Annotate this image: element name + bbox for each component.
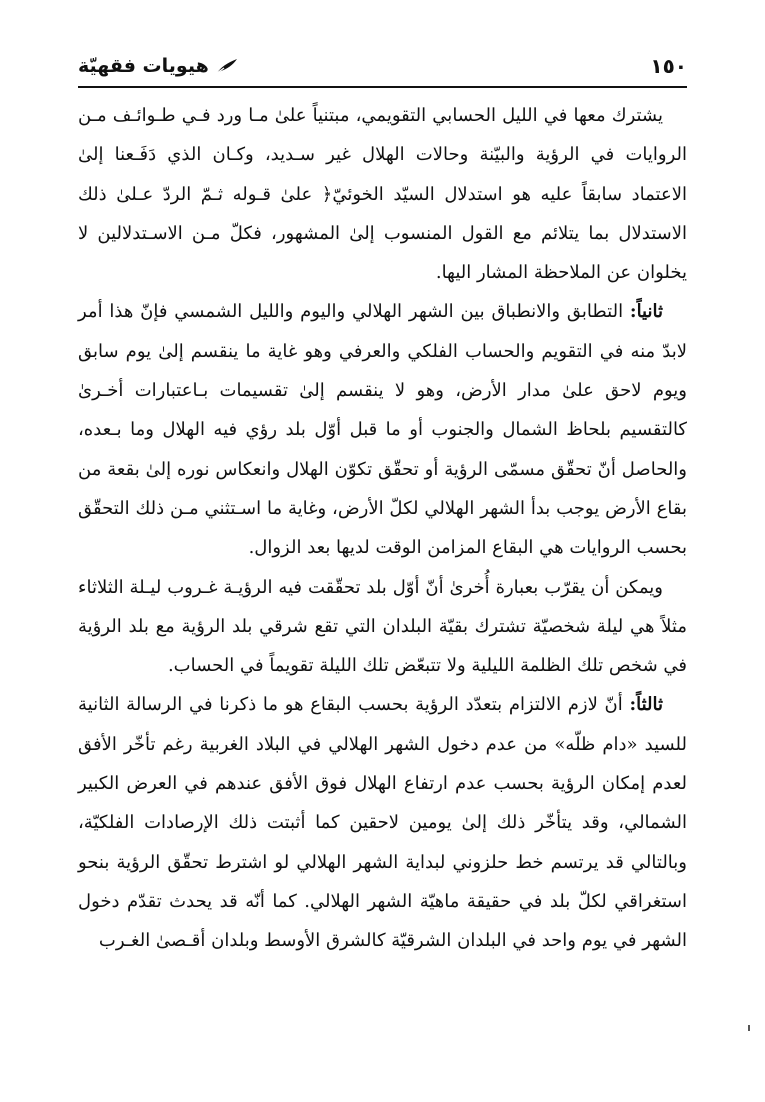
- header-title-group: [78, 55, 239, 77]
- page-header: [78, 46, 687, 86]
- paragraph-text: التطابق والانطباق بين الشهر الهلالي واليوم والليل الشمسي فإنّ هذا أمر لابدّ منه في التقويم والحساب الفلكي والعرفي وهو غاية ما ينقسم إلىٰ يوم سابق ويوم لاحق علىٰ مدار الأرض، وهو لا ينقسم إلىٰ تقسيمات بـاعتبارات أخـرىٰ كالتقسيم بلحاظ الشمال والجنوب أو ما قبل أوّل بلد رؤي فيه الهلال وما بـعده، والحاصل أنّ تحقّق مسمّى الرؤية أو تحقّق تكوّن الهلال وانعكاس نوره إلىٰ بقعة من بقاع الأرض يوجب بدأ الشهر الهلالي لكلّ الأرض، وغاية ما اسـتثني مـن ذلك التحقّق بحسب الروايات هي البقاع المزامن الوقت لديها بعد الزوال.: [78, 301, 687, 559]
- paragraph-lead: ثانياً:: [629, 301, 663, 323]
- paragraph-continuation: [78, 96, 687, 292]
- paragraph-text: ويمكن أن يقرّب بعبارة أُخرىٰ أنّ أوّل بلد تحقّقت فيه الرؤيـة غـروب ليـلة الثلاثاء مثلاً هي ليلة شخصيّة تشترك بقيّة البلدان التي تقع شرقي بلد الرؤية مع بلد الرؤية في شخص تلك الظلمة الليلية ولا تتبعّض تلك الليلة تقويماً في الحساب.: [78, 576, 687, 677]
- scan-mark: [748, 1025, 750, 1031]
- paragraph-restatement: [78, 568, 687, 686]
- paragraph-second-point: [78, 292, 687, 567]
- book-title: هيويات فقهيّة: [78, 55, 209, 77]
- page-number: ١٥٠: [650, 54, 687, 78]
- header-divider: [78, 86, 687, 88]
- page-body: [78, 96, 687, 961]
- paragraph-lead: ثالثاً:: [629, 694, 663, 716]
- paragraph-text: أنّ لازم الالتزام بتعدّد الرؤية بحسب البقاع هو ما ذكرنا في الرسالة الثانية للسيد «دام ظلّه» من عدم دخول الشهر الهلالي في البلاد الغربية رغم تأخّر الأفق لعدم إمكان الرؤية بحسب عدم ارتفاع الهلال فوق الأفق عندهم في العرض الكبير الشمالي، وقد يتأخّر ذلك إلىٰ يومين لاحقين كما أثبتت ذلك الإرصادات الفلكيّة، وبالتالي قد يرتسم خط حلزوني لبداية الشهر الهلالي لو اشترط تحقّق الرؤية بنحو استغراقي لكلّ بلد في حقيقة ماهيّة الشهر الهلالي. كما أنّه قد يحدث تقدّم دخول الشهر في يوم واحد في البلدان الشرقيّة كالشرق الأوسط وبلدان أقـصىٰ الغـرب: [78, 694, 687, 952]
- paragraph-third-point: [78, 685, 687, 960]
- paragraph-text: يشترك معها في الليل الحسابي التقويمي، مبتنياً علىٰ مـا ورد فـي طـوائـف مـن الروايات في الرؤية والبيّنة وحالات الهلال غير سـديد، وكـان الذي دَفَـعنا إلىٰ الاعتماد سابقاً عليه هو استدلال السيّد الخوئيّ﴿ علىٰ قـوله ثـمّ الردّ عـلىٰ ذلك الاستدلال بما يتلائم مع القول المنسوب إلىٰ المشهور، فكلّ مـن الاسـتدلالين لا يخلوان عن الملاحظة المشار اليها.: [78, 105, 687, 284]
- quill-icon: [215, 57, 239, 75]
